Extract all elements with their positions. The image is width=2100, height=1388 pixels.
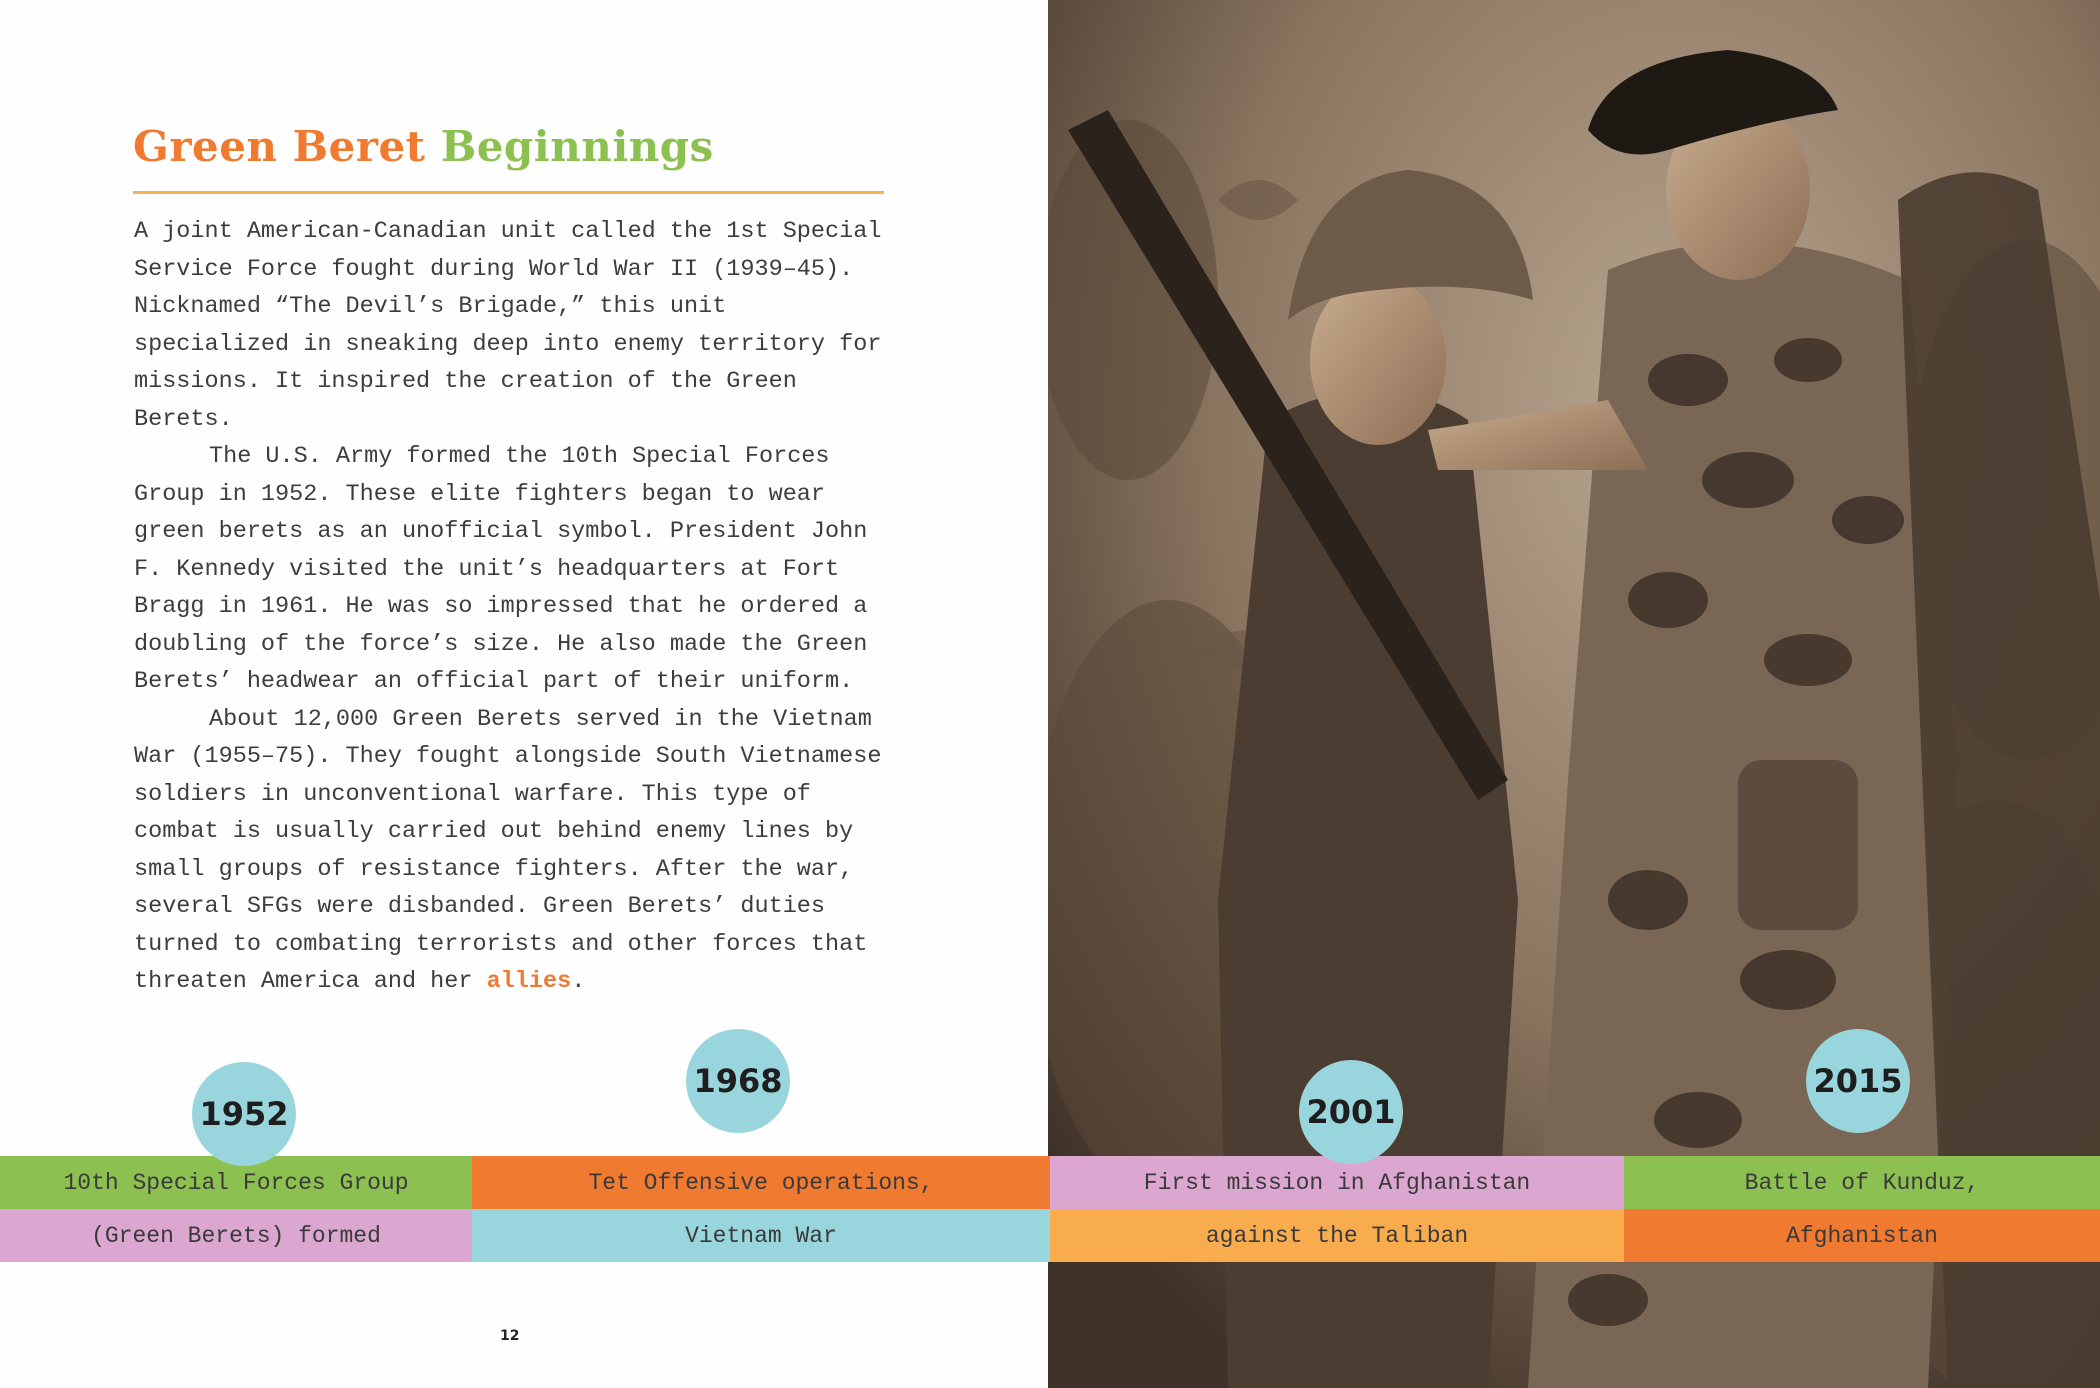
paragraph-3-text: About 12,000 Green Berets served in the Vietnam War (1955–75). They fought alongside South Vietnamese soldiers in unconventional warfare. This type of combat is usually carried out behind enemy lines by small groups of resistance fighters. After the war, several SFGs were disbanded. Green Berets’ duties turned to combating terrorists and other forces that threaten America and her [134,705,882,995]
paragraph-1: A joint American-Canadian unit called the 1st Special Service Force fought during World War II (1939–45). Nicknamed “The Devil’s Brigade,” this unit specialized in sneaking deep into enemy territory for missions. It inspired the creation of the Green Berets. [134,218,882,433]
timeline-1968-line1: Tet Offensive operations, [472,1156,1050,1209]
title-part-green-beret: Green Beret [133,122,426,171]
timeline-2001-line2: against the Taliban [1050,1209,1624,1262]
paragraph-3-end: . [571,968,586,995]
paragraph-2: The U.S. Army formed the 10th Special Forces Group in 1952. These elite fighters began to wear green berets as an unofficial symbol. President John F. Kennedy visited the unit’s headquarters at Fort Bragg in 1961. He was so impressed that he ordered a doubling of the force’s size. He also made the Green Berets’ headwear an official part of their uniform. [134,443,868,695]
title-part-beginnings: Beginnings [440,122,714,171]
timeline-year-1968: 1968 [686,1029,790,1133]
timeline-1968-line2: Vietnam War [472,1209,1050,1262]
timeline-year-2015: 2015 [1806,1029,1910,1133]
timeline-2015-line1: Battle of Kunduz, [1624,1156,2100,1209]
timeline-2015-line2: Afghanistan [1624,1209,2100,1262]
timeline-1952-line2: (Green Berets) formed [0,1209,472,1262]
glossary-term-allies[interactable]: allies [486,968,572,995]
body-text [134,213,894,1001]
title-underline [133,191,884,194]
page-number: 12 [500,1328,520,1344]
timeline-band [0,1156,2100,1262]
timeline-1952-line1: 10th Special Forces Group [0,1156,472,1209]
page-title [133,122,714,171]
paragraph-3 [134,701,894,1001]
timeline-2001-line1: First mission in Afghanistan [1050,1156,1624,1209]
timeline-year-1952: 1952 [192,1062,296,1166]
timeline-year-2001: 2001 [1299,1060,1403,1164]
